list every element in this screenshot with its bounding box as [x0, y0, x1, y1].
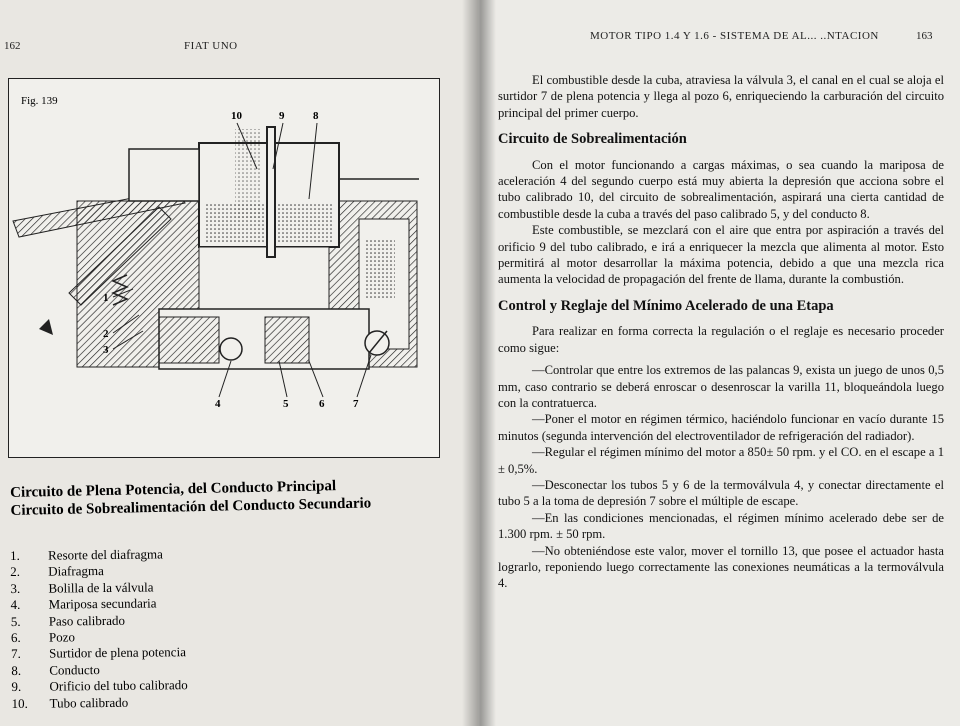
paragraph: —Poner el motor en régimen térmico, haciéndolo funcionar en vacío durante 15 minutos (segunda intervención del electroventilador de refrigeración del radiador). [498, 412, 944, 443]
callout-2: 2 [103, 328, 109, 340]
paragraph: —Controlar que entre los extremos de las palancas 9, exista un juego de unos 0,5 mm, caso contrario se deberá enroscar o desenroscar la varilla 11, bloqueándola luego con la contratuerca. [498, 363, 944, 410]
running-head-right: MOTOR TIPO 1.4 Y 1.6 - SISTEMA DE AL... ..NTACION [590, 30, 879, 42]
callout-10: 10 [231, 110, 242, 122]
callout-8: 8 [313, 110, 319, 122]
book-gutter-shadow [462, 0, 496, 726]
running-head-left: FIAT UNO [184, 40, 238, 52]
callout-9: 9 [279, 110, 285, 122]
legend-text: Paso calibrado [48, 612, 126, 629]
legend-num: 7. [11, 646, 21, 662]
callout-5: 5 [283, 398, 289, 410]
legend-num: 8. [11, 662, 22, 678]
legend-num: 9. [11, 679, 22, 695]
callout-1: 1 [103, 292, 109, 304]
legend-text: Tubo calibrado [49, 694, 129, 711]
legend-text: Diafragma [48, 563, 104, 580]
legend-item [12, 691, 452, 712]
figure-label: Fig. 139 [21, 95, 58, 107]
legend-text: Conducto [49, 661, 100, 678]
legend-text: Mariposa secundaria [48, 595, 157, 612]
legend-num: 5. [10, 613, 21, 629]
legend-text: Orificio del tubo calibrado [49, 677, 188, 694]
left-page [0, 0, 478, 726]
paragraph: —Desconectar los tubos 5 y 6 de la termoválvula 4, y conectar directamente el tubo 5 a la toma de depresión 7 sobre el múltiple de escape. [498, 477, 944, 509]
paragraph: Para realizar en forma correcta la regulación o el reglaje es necesario proceder como sigue: [498, 324, 944, 355]
carburetor-diagram [9, 79, 439, 457]
paragraph: —En las condiciones mencionadas, el régimen mínimo acelerado debe ser de 1.300 rpm. ± 50 rpm. [498, 510, 944, 542]
legend-num: 2. [10, 564, 21, 580]
paragraph: Este combustible, se mezclará con el aire que entra por aspiración a través del orificio 9 del tubo calibrado, e irá a enriquecer la mezcla que alimenta al motor. Esto permitirá al motor desarrollar la máxima potencia, debido a que una mezcla rica aumenta la velocidad de propagación del frente de llama, durante la combustión. [498, 223, 944, 287]
legend-text: Bolilla de la válvula [48, 579, 154, 596]
legend-num: 6. [10, 629, 21, 646]
callout-4: 4 [215, 398, 221, 410]
paragraph: El combustible desde la cuba, atraviesa la válvula 3, el canal en el cual se aloja el surtidor 7 de plena potencia y llega al pozo 6, enriqueciendo la carburación del circuito principal del primer cuerpo. [498, 73, 944, 120]
right-page [478, 0, 960, 726]
paragraph: —Regular el régimen mínimo del motor a 850± 50 rpm. y el CO. en el escape a 1 ± 0,5%. [498, 445, 944, 476]
heading-line-1: Circuito de Plena Potencia, del Conducto Principal [10, 478, 337, 501]
page-number-right: 163 [916, 30, 933, 42]
figure-139 [8, 78, 440, 458]
callout-7: 7 [353, 398, 359, 410]
right-body-text [498, 72, 944, 592]
legend-num: 3. [10, 580, 21, 596]
paragraph: Con el motor funcionando a cargas máximas, o sea cuando la mariposa de aceleración 4 del segundo cuerpo está muy abierta la depresión que acciona sobre el tubo calibrado 10, del circuito de sobrealimentación, aspirará una cierta cantidad de combustible desde la cuba a través del paso calibrado 5, y del conducto 8. [498, 157, 944, 221]
legend-num: 1. [10, 547, 20, 563]
callout-6: 6 [319, 398, 325, 410]
section-heading: Control y Reglaje del Mínimo Acelerado de una Etapa [498, 297, 834, 314]
figure-legend [10, 543, 452, 712]
left-heading [10, 475, 451, 520]
heading-line-2: Circuito de Sobrealimentación del Conducto Secundario [10, 495, 372, 519]
callout-3: 3 [103, 344, 109, 356]
paragraph: —No obteniéndose este valor, mover el tornillo 13, que posee el actuador hasta lograrlo, reponiendo luego correctamente las conexiones neumáticas a la termoválvula 4. [498, 543, 944, 591]
legend-text: Pozo [48, 629, 76, 645]
legend-text: Resorte del diafragma [47, 546, 163, 563]
section-heading: Circuito de Sobrealimentación [498, 131, 687, 148]
legend-text: Surtidor de plena potencia [49, 644, 187, 662]
legend-num: 4. [10, 597, 21, 613]
legend-num: 10. [11, 695, 28, 711]
page-number-left: 162 [4, 40, 21, 52]
